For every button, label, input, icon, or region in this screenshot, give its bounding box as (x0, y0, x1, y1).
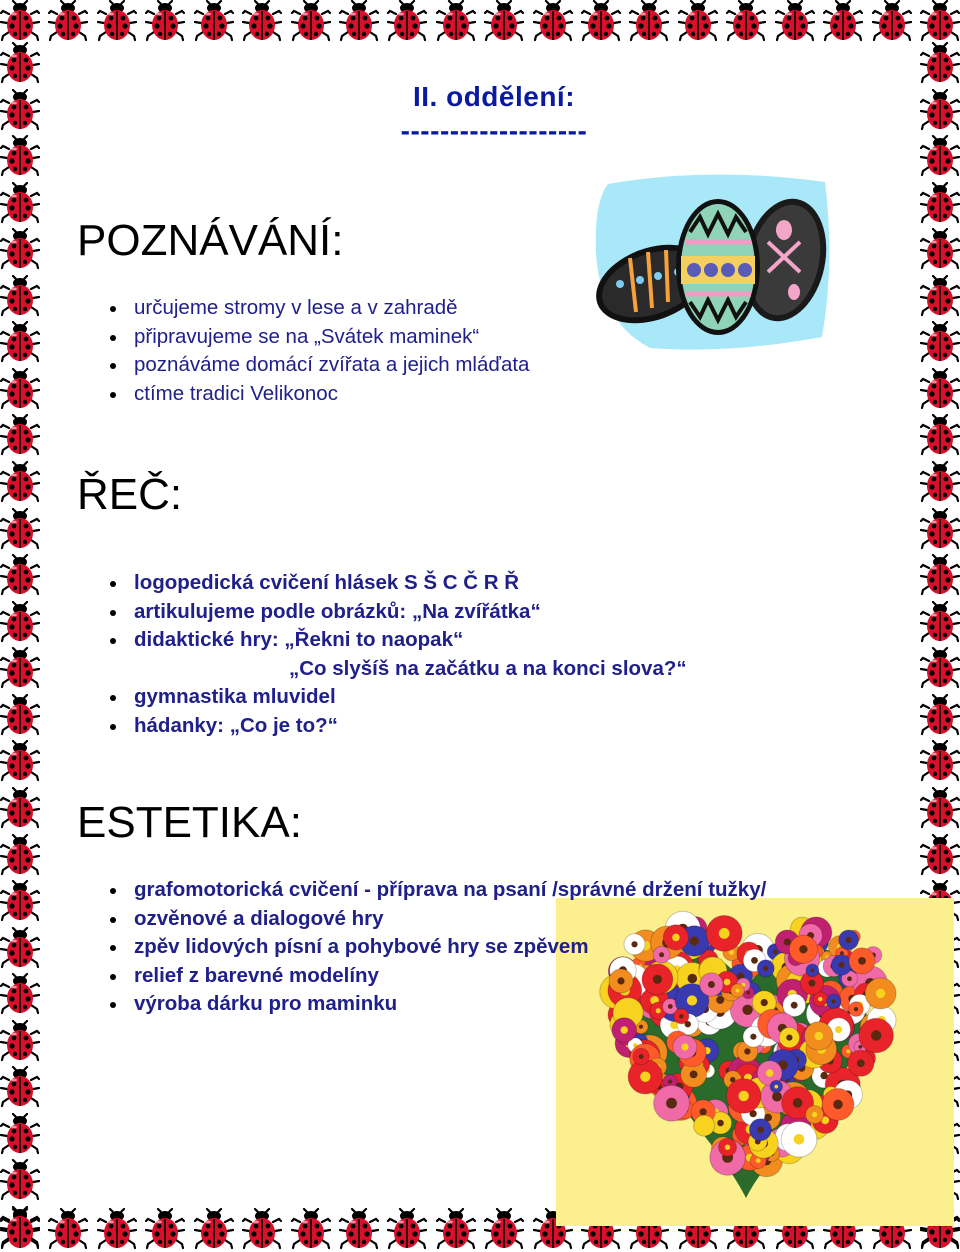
flower-center (666, 1098, 677, 1109)
list-item-continuation: „Co slyšíš na začátku a na konci slova?“ (289, 656, 687, 680)
rec-list (104, 569, 687, 740)
ladybug-icon (920, 414, 960, 458)
ladybug-icon (920, 0, 960, 44)
ladybug-icon (0, 1020, 40, 1064)
ladybug-icon (920, 740, 960, 784)
list-item: hádanky: „Co je to?“ (104, 712, 687, 741)
ladybug-icon (0, 228, 40, 272)
list-item: zpěv lidových písní a pohybové hry se zpěvem (104, 933, 766, 962)
ladybug-icon (726, 0, 766, 44)
flower-center (794, 1134, 805, 1145)
ladybug-icon (678, 0, 718, 44)
list-item: ctíme tradici Velikonoc (104, 380, 529, 409)
flower-center (701, 1123, 707, 1129)
ladybug-icon (0, 321, 40, 365)
ladybug-icon (920, 694, 960, 738)
section-title-rec: ŘEČ: (77, 470, 183, 519)
flower-center (818, 997, 822, 1001)
flower-center (847, 976, 852, 981)
flower-center (832, 999, 836, 1003)
ladybug-icon (0, 834, 40, 878)
page-heading (0, 80, 960, 148)
ladybug-icon (920, 834, 960, 878)
flower-center (756, 1158, 761, 1163)
ladybug-icon (920, 601, 960, 645)
ladybug-icon (97, 0, 137, 44)
ladybug-icon (0, 1066, 40, 1110)
flower-center (725, 1145, 730, 1150)
flower-center (838, 962, 844, 968)
list-item: určujeme stromy v lese a v zahradě (104, 294, 529, 323)
ladybug-icon (0, 461, 40, 505)
ladybug-icon (920, 508, 960, 552)
list-item: připravujeme se na „Svátek maminek“ (104, 323, 529, 352)
ladybug-icon (339, 1208, 379, 1252)
flower-center (808, 980, 815, 987)
ladybug-icon (0, 1206, 40, 1250)
list-item: výroba dárku pro maminku (104, 990, 766, 1019)
ladybug-icon (0, 275, 40, 319)
section-title-estetika: ESTETIKA: (77, 798, 302, 847)
flower-center (791, 1002, 798, 1009)
ladybug-icon (920, 787, 960, 831)
ladybug-icon (0, 182, 40, 226)
ladybug-icon (242, 0, 282, 44)
flower-center (744, 1048, 750, 1054)
ladybug-icon (0, 601, 40, 645)
ladybug-icon (0, 927, 40, 971)
flower-center (750, 1034, 756, 1040)
ladybug-icon (339, 0, 379, 44)
ladybug-icon (920, 368, 960, 412)
ladybug-icon (533, 0, 573, 44)
ladybug-icon (0, 1159, 40, 1203)
ladybug-icon (920, 275, 960, 319)
ladybug-icon (920, 182, 960, 226)
flower-center (621, 1026, 628, 1033)
list-item: ozvěnové a dialogové hry (104, 905, 766, 934)
list-item: poznáváme domácí zvířata a jejich mláďata (104, 351, 529, 380)
ladybug-icon (0, 694, 40, 738)
ladybug-icon (0, 1208, 40, 1252)
flower-center (717, 1120, 724, 1127)
ladybug-icon (920, 647, 960, 691)
ladybug-icon (775, 0, 815, 44)
ladybug-icon (242, 1208, 282, 1252)
ladybug-icon (920, 554, 960, 598)
flower-center (814, 1032, 823, 1041)
ladybug-icon (436, 1208, 476, 1252)
flower-center (681, 1043, 688, 1050)
flower-center (639, 1054, 644, 1059)
ladybug-icon (194, 0, 234, 44)
ladybug-icon (145, 0, 185, 44)
ladybug-icon (436, 0, 476, 44)
ladybug-icon (145, 1208, 185, 1252)
flower-center (854, 1007, 858, 1011)
list-item: logopedická cvičení hlásek S Š C Č R Ř (104, 569, 687, 598)
ladybug-icon (629, 0, 669, 44)
ladybug-icon (0, 508, 40, 552)
flower-center (774, 1085, 778, 1089)
ladybug-icon (0, 414, 40, 458)
flower-center (835, 1026, 842, 1033)
ladybug-icon (920, 461, 960, 505)
flower-center (858, 1045, 862, 1049)
flower-center (786, 1035, 792, 1041)
list-item: grafomotorická cvičení - příprava na psaní /správné držení tužky/ (104, 876, 766, 905)
flower-center (700, 1108, 707, 1115)
title-underline: ------------------- (400, 115, 588, 146)
flower-center (690, 1071, 698, 1079)
page-title: II. oddělení: (412, 81, 576, 112)
ladybug-icon (387, 0, 427, 44)
ladybug-icon (581, 0, 621, 44)
estetika-list (104, 876, 766, 1019)
list-item: gymnastika mluvidel (104, 683, 687, 712)
ladybug-icon (0, 880, 40, 924)
ladybug-icon (0, 0, 40, 44)
ladybug-icon (0, 973, 40, 1017)
list-item: relief z barevné modelíny (104, 962, 766, 991)
flower-center (793, 1098, 803, 1108)
flower-center (871, 1030, 881, 1040)
flower-center (812, 1112, 817, 1117)
flower-center (739, 1091, 749, 1101)
ladybug-icon (484, 1208, 524, 1252)
ladybug-icon (823, 0, 863, 44)
list-item: artikulujeme podle obrázků: „Na zvířátka“ (104, 598, 687, 627)
ladybug-icon (291, 0, 331, 44)
ladybug-icon (484, 0, 524, 44)
ladybug-icon (97, 1208, 137, 1252)
ladybug-icon (0, 368, 40, 412)
ladybug-icon (872, 0, 912, 44)
easter-eggs-image (590, 172, 835, 367)
flower-center (766, 1069, 773, 1076)
flower-center (833, 1100, 843, 1110)
ladybug-icon (0, 647, 40, 691)
flower-center (876, 989, 885, 998)
flower-center (846, 937, 852, 943)
flower-center (857, 1059, 865, 1067)
ladybug-icon (0, 787, 40, 831)
ladybug-icon (920, 321, 960, 365)
ladybug-icon (0, 740, 40, 784)
ladybug-icon (291, 1208, 331, 1252)
flower-center (799, 945, 807, 953)
list-item: didaktické hry: „Řekni to naopak“ (104, 626, 687, 655)
flower-center (773, 949, 778, 954)
flower-center (858, 957, 866, 965)
ladybug-icon (48, 1208, 88, 1252)
flower-center (640, 1072, 650, 1082)
ladybug-icon (0, 1113, 40, 1157)
ladybug-icon (194, 1208, 234, 1252)
poznavani-list (104, 294, 529, 408)
flower-center (668, 1080, 672, 1084)
flower-center (639, 1025, 643, 1029)
section-title-poznavani: POZNÁVÁNÍ: (77, 216, 344, 265)
ladybug-icon (0, 554, 40, 598)
flower-center (757, 1126, 764, 1133)
ladybug-icon (48, 0, 88, 44)
flower-center (811, 969, 815, 973)
ladybug-icon (920, 228, 960, 272)
ladybug-icon (387, 1208, 427, 1252)
